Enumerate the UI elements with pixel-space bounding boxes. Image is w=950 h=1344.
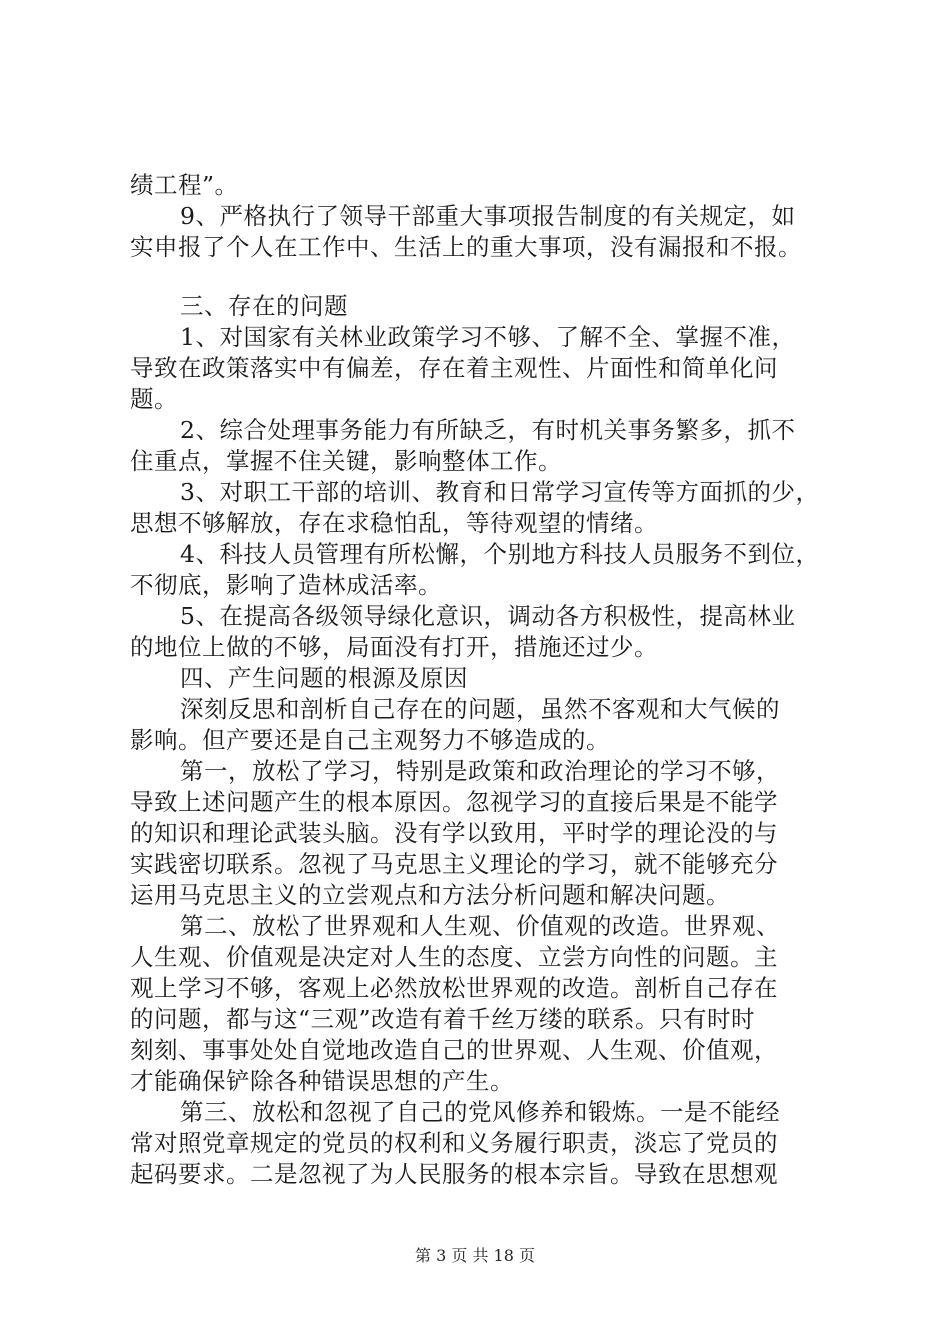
text-line: 观上学习不够，客观上必然放松世界观的改造。剖析自己存在 — [130, 974, 778, 1002]
text-line: 1、对国家有关林业政策学习不够、了解不全、掌握不准， — [180, 323, 796, 351]
text-line: 2、综合处理事务能力有所缺乏，有时机关事务繁多，抓不 — [180, 416, 796, 444]
text-line: 住重点，掌握不住关键，影响整体工作。 — [130, 447, 562, 475]
text-line: 3、对职工干部的培训、教育和日常学习宣传等方面抓的少， — [180, 478, 820, 506]
text-line: 第一，放松了学习，特别是政策和政治理论的学习不够， — [180, 757, 780, 785]
text-line: 影响。但产要还是自己主观努力不够造成的。 — [130, 726, 610, 754]
text-line: 的问题，都与这“三观”改造有着千丝万缕的联系。只有时时 — [130, 1005, 756, 1033]
page-number: 第 3 页 共 18 页 — [415, 1246, 535, 1265]
section-heading: 三、存在的问题 — [180, 292, 348, 320]
text-line: 思想不够解放，存在求稳怕乱，等待观望的情绪。 — [130, 509, 658, 537]
text-line: 不彻底，影响了造林成活率。 — [130, 571, 442, 599]
text-line: 第三、放松和忽视了自己的党风修养和锻炼。一是不能经 — [180, 1098, 780, 1126]
text-line: 9、严格执行了领导干部重大事项报告制度的有关规定，如 — [180, 202, 796, 230]
paragraph-gap — [130, 263, 855, 291]
text-line: 人生观、价值观是决定对人生的态度、立尝方向性的问题。主 — [130, 943, 778, 971]
text-line: 实申报了个人在工作中、生活上的重大事项，没有漏报和不报。 — [130, 233, 802, 261]
text-line: 导致在政策落实中有偏差，存在着主观性、片面性和简单化问 — [130, 354, 778, 382]
text-line: 绩工程”。 — [130, 171, 239, 199]
text-line: 才能确保铲除各种错误思想的产生。 — [130, 1067, 514, 1095]
section-heading: 四、产生问题的根源及原因 — [180, 664, 468, 692]
text-line: 导致上述问题产生的根本原因。忽视学习的直接后果是不能学 — [130, 788, 778, 816]
text-line: 5、在提高各级领导绿化意识，调动各方积极性，提高林业 — [180, 602, 796, 630]
text-line: 的知识和理论武装头脑。没有学以致用，平时学的理论没的与 — [130, 819, 778, 847]
text-line: 运用马克思主义的立尝观点和方法分析问题和解决问题。 — [130, 881, 730, 909]
text-line: 起码要求。二是忽视了为人民服务的根本宗旨。导致在思想观 — [130, 1160, 778, 1188]
text-line: 常对照党章规定的党员的权利和义务履行职责，淡忘了党员的 — [130, 1129, 778, 1157]
text-line: 实践密切联系。忽视了马克思主义理论的学习，就不能够充分 — [130, 850, 778, 878]
text-line: 第二、放松了世界观和人生观、价值观的改造。世界观、 — [180, 912, 780, 940]
text-line: 4、科技人员管理有所松懈，个别地方科技人员服务不到位， — [180, 540, 820, 568]
document-body — [130, 170, 855, 1190]
text-line: 深刻反思和剖析自己存在的问题，虽然不客观和大气候的 — [180, 695, 780, 723]
text-line: 刻刻、事事处处自觉地改造自己的世界观、人生观、价值观， — [130, 1036, 778, 1064]
text-line: 的地位上做的不够，局面没有打开，措施还过少。 — [130, 633, 658, 661]
text-line: 题。 — [130, 385, 178, 413]
